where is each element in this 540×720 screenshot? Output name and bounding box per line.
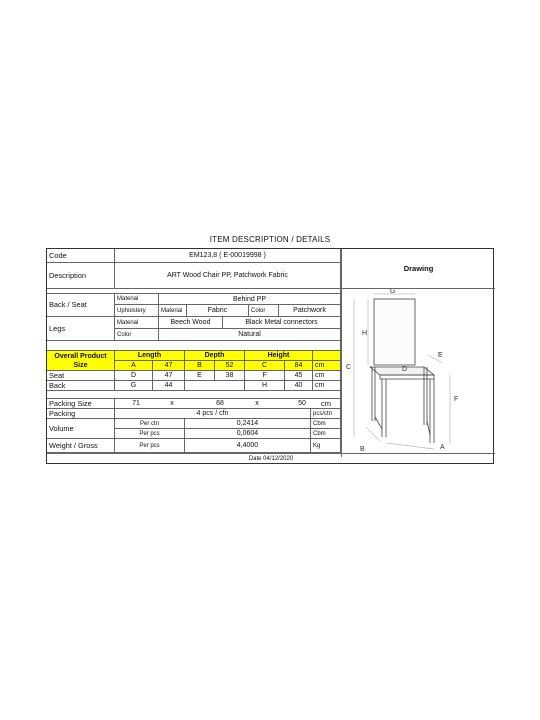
legs-material-value: Beech Wood bbox=[159, 317, 223, 329]
overall-height-value: 84 bbox=[285, 361, 313, 371]
back-seat-material-value: Behind PP bbox=[159, 293, 341, 305]
back-unit: cm bbox=[313, 381, 341, 391]
code-value: EM123,8 ( E-00019998 ) bbox=[115, 249, 341, 263]
packing-value: 4 pcs / cfn bbox=[115, 409, 311, 419]
chair-drawing bbox=[341, 289, 495, 457]
packing-size-label: Packing Size bbox=[47, 399, 115, 409]
seat-height-value: 45 bbox=[285, 371, 313, 381]
height-header: Height bbox=[245, 351, 313, 361]
back-length-value: 44 bbox=[153, 381, 185, 391]
dim-h: H bbox=[362, 330, 368, 337]
back-label: Back bbox=[47, 381, 115, 391]
dim-e: E bbox=[438, 352, 443, 359]
weight-value: 4,4000 bbox=[185, 439, 311, 453]
volume-label: Volume bbox=[47, 419, 115, 439]
legs-label: Legs bbox=[47, 317, 115, 341]
volume-per-pcs-value: 0,0604 bbox=[185, 429, 311, 439]
upholstery-material-value: Fabric bbox=[187, 305, 249, 317]
item-spec-table bbox=[46, 248, 494, 464]
weight-label: Weight / Gross bbox=[47, 439, 115, 453]
spacer bbox=[47, 391, 341, 399]
chair-drawing-svg bbox=[342, 289, 496, 453]
overall-length-value: 47 bbox=[153, 361, 185, 371]
legs-material-label: Material bbox=[115, 317, 159, 329]
upholstery-material-label: Material bbox=[159, 305, 187, 317]
weight-per-pcs-label: Per pcs bbox=[115, 439, 185, 453]
weight-unit: Kg bbox=[311, 439, 341, 453]
unit-header bbox=[313, 351, 341, 361]
volume-per-ctn-unit: Cbm bbox=[311, 419, 341, 429]
code-label: Code bbox=[47, 249, 115, 263]
volume-per-pcs-label: Per pcs bbox=[115, 429, 185, 439]
back-height-value: 40 bbox=[285, 381, 313, 391]
overall-depth-code: B bbox=[185, 361, 215, 371]
packing-label: Packing bbox=[47, 409, 115, 419]
overall-size-header-line1: Overall Product bbox=[54, 352, 107, 360]
seat-length-code: D bbox=[115, 371, 153, 381]
packing-depth: 68 bbox=[216, 400, 224, 407]
upholstery-color-label: Color bbox=[249, 305, 279, 317]
seat-unit: cm bbox=[313, 371, 341, 381]
volume-per-ctn-value: 0,2414 bbox=[185, 419, 311, 429]
spacer bbox=[47, 341, 341, 351]
seat-label: Seat bbox=[47, 371, 115, 381]
dim-a: A bbox=[440, 444, 445, 451]
document-title: ITEM DESCRIPTION / DETAILS bbox=[209, 235, 331, 244]
back-seat-label: Back / Seat bbox=[47, 293, 115, 317]
seat-length-value: 47 bbox=[153, 371, 185, 381]
legs-material-value-2: Black Metal connectors bbox=[223, 317, 341, 329]
seat-height-code: F bbox=[245, 371, 285, 381]
packing-size-values bbox=[115, 399, 341, 409]
legs-color-label: Color bbox=[115, 329, 159, 341]
depth-header: Depth bbox=[185, 351, 245, 361]
upholstery-label: Upholstery bbox=[115, 305, 159, 317]
dim-b: B bbox=[360, 446, 365, 453]
dim-f: F bbox=[454, 396, 459, 403]
seat-depth-value: 38 bbox=[215, 371, 245, 381]
upholstery-color-value: Patchwork bbox=[279, 305, 341, 317]
packing-size-unit: cm bbox=[321, 399, 331, 408]
back-length-code: G bbox=[115, 381, 153, 391]
packing-width: 71 bbox=[132, 400, 140, 407]
volume-per-pcs-unit: Cbm bbox=[311, 429, 341, 439]
back-depth-empty bbox=[185, 381, 245, 391]
length-header: Length bbox=[115, 351, 185, 361]
legs-color-value: Natural bbox=[159, 329, 341, 341]
overall-height-code: C bbox=[245, 361, 285, 371]
overall-unit: cm bbox=[313, 361, 341, 371]
overall-depth-value: 52 bbox=[215, 361, 245, 371]
back-seat-material-label: Material bbox=[115, 293, 159, 305]
packing-height: 50 bbox=[298, 400, 306, 407]
description-label: Description bbox=[47, 263, 115, 289]
overall-size-header-line2: Size bbox=[73, 361, 88, 369]
back-height-code: H bbox=[245, 381, 285, 391]
description-value: ART Wood Chair PP, Patchwork Fabric bbox=[115, 263, 341, 289]
overall-length-code: A bbox=[115, 361, 153, 371]
date: Date 04/12/2020 bbox=[47, 453, 495, 463]
packing-x-2: x bbox=[255, 400, 259, 407]
drawing-label: Drawing bbox=[341, 249, 495, 289]
overall-size-header bbox=[47, 351, 115, 371]
packing-unit: pcs/ctn bbox=[311, 409, 341, 419]
dim-c: C bbox=[346, 364, 352, 371]
seat-depth-code: E bbox=[185, 371, 215, 381]
dim-d: D bbox=[402, 366, 408, 373]
packing-x-1: x bbox=[170, 400, 174, 407]
volume-per-ctn-label: Per ctn bbox=[115, 419, 185, 429]
dim-g: G bbox=[390, 289, 396, 295]
